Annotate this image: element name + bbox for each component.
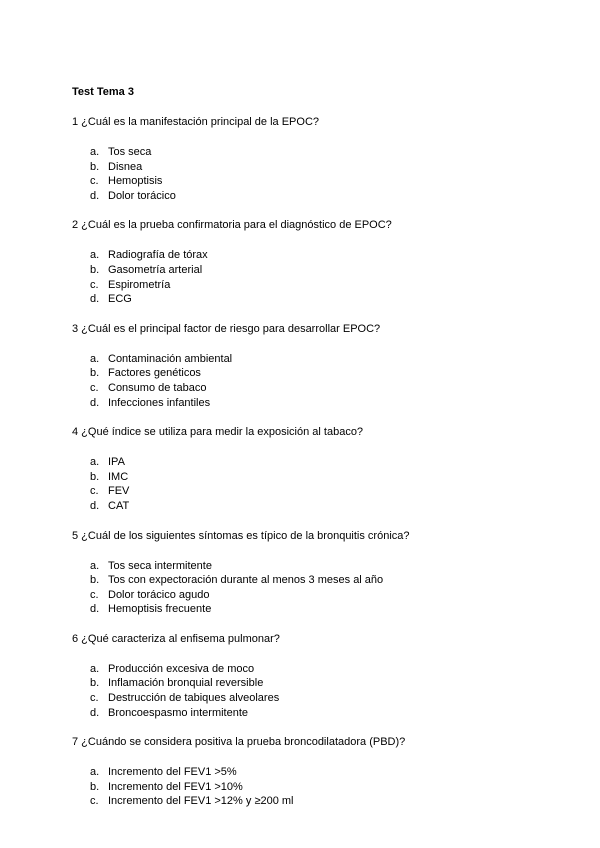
option-text: Tos seca intermitente (108, 559, 212, 572)
option-letter: d. (90, 189, 100, 202)
option-text: Incremento del FEV1 >12% y ≥200 ml (108, 795, 294, 808)
question-text: 1 ¿Cuál es la manifestación principal de la EPOC? (72, 116, 320, 128)
option-letter: a. (90, 146, 100, 158)
option-list (72, 455, 542, 513)
option-letter: b. (90, 574, 100, 587)
option-item (72, 765, 542, 780)
option-text: Infecciones infantiles (108, 396, 211, 409)
option-item (72, 602, 542, 617)
option-text: Producción excesiva de moco (108, 662, 255, 675)
option-item (72, 676, 542, 691)
option-letter: d. (90, 499, 100, 512)
option-item (72, 381, 542, 396)
question-5 (72, 530, 542, 617)
option-list (72, 662, 542, 720)
option-item (72, 160, 542, 175)
option-letter: b. (90, 367, 100, 380)
option-letter: c. (90, 381, 99, 394)
option-letter: a. (90, 352, 100, 365)
option-text: Tos seca (108, 146, 152, 158)
option-list (72, 352, 542, 410)
option-item (72, 559, 542, 574)
question-2 (72, 219, 542, 306)
document-title: Test Tema 3 (72, 86, 134, 98)
option-item (72, 263, 542, 278)
question-text: 5 ¿Cuál de los siguientes síntomas es típico de la bronquitis crónica? (72, 529, 410, 542)
option-letter: c. (90, 795, 99, 808)
option-list (72, 559, 542, 617)
option-text: Espirometría (108, 278, 171, 291)
option-text: Destrucción de tabiques alveolares (108, 692, 280, 705)
option-item (72, 189, 542, 204)
option-text: Tos con expectoración durante al menos 3 meses al año (108, 574, 384, 587)
option-text: Incremento del FEV1 >5% (108, 766, 237, 779)
option-letter: b. (90, 470, 100, 483)
question-text: 2 ¿Cuál es la prueba confirmatoria para el diagnóstico de EPOC? (72, 219, 392, 232)
option-text: IMC (108, 470, 129, 483)
option-text: Hemoptisis (108, 175, 163, 188)
option-letter: d. (90, 293, 100, 306)
option-letter: a. (90, 249, 100, 262)
question-1 (72, 116, 542, 203)
option-item (72, 499, 542, 514)
option-text: Incremento del FEV1 >10% (108, 780, 243, 793)
question-7 (72, 736, 542, 809)
option-text: ECG (108, 293, 132, 306)
option-item (72, 470, 542, 485)
option-letter: c. (90, 278, 99, 291)
question-6 (72, 633, 542, 720)
option-letter: a. (90, 559, 100, 572)
question-text: 4 ¿Qué índice se utiliza para medir la exposición al tabaco? (72, 426, 364, 439)
option-letter: a. (90, 766, 100, 779)
option-item (72, 484, 542, 499)
option-text: Disnea (108, 160, 143, 173)
question-text: 3 ¿Cuál es el principal factor de riesgo para desarrollar EPOC? (72, 322, 381, 335)
option-item (72, 145, 542, 160)
option-letter: b. (90, 677, 100, 690)
question-4 (72, 426, 542, 513)
option-text: Inflamación bronquial reversible (108, 677, 264, 690)
option-text: FEV (108, 485, 130, 498)
option-text: Dolor torácico (108, 189, 176, 202)
option-item (72, 292, 542, 307)
option-item (72, 780, 542, 795)
option-text: Dolor torácico agudo (108, 588, 210, 601)
option-item (72, 278, 542, 293)
option-text: Hemoptisis frecuente (108, 603, 212, 616)
question-text: 7 ¿Cuándo se considera positiva la prueba broncodilatadora (PBD)? (72, 736, 406, 749)
option-letter: a. (90, 662, 100, 675)
document-page (72, 86, 542, 825)
option-item (72, 248, 542, 263)
option-list (72, 145, 542, 203)
option-item (72, 455, 542, 470)
option-letter: b. (90, 160, 100, 173)
option-letter: c. (90, 692, 99, 705)
option-text: Gasometría arterial (108, 263, 203, 276)
option-text: Radiografía de tórax (108, 249, 208, 262)
option-item (72, 174, 542, 189)
option-text: Contaminación ambiental (108, 352, 233, 365)
option-letter: d. (90, 603, 100, 616)
option-letter: b. (90, 780, 100, 793)
option-list (72, 248, 542, 306)
option-letter: c. (90, 485, 99, 498)
option-text: Broncoespasmo intermitente (108, 706, 249, 719)
option-item (72, 573, 542, 588)
option-item (72, 662, 542, 677)
option-letter: b. (90, 263, 100, 276)
option-letter: c. (90, 175, 99, 188)
option-item (72, 352, 542, 367)
option-item (72, 794, 542, 809)
option-text: IPA (108, 456, 125, 469)
option-item (72, 706, 542, 721)
option-letter: c. (90, 588, 99, 601)
option-item (72, 588, 542, 603)
option-text: Factores genéticos (108, 367, 201, 380)
option-letter: a. (90, 456, 100, 469)
question-text: 6 ¿Qué caracteriza al enfisema pulmonar? (72, 632, 280, 645)
option-letter: d. (90, 706, 100, 719)
option-text: Consumo de tabaco (108, 381, 207, 394)
option-list (72, 765, 542, 809)
question-3 (72, 323, 542, 410)
option-item (72, 366, 542, 381)
option-item (72, 691, 542, 706)
option-item (72, 396, 542, 411)
option-text: CAT (108, 499, 130, 512)
option-letter: d. (90, 396, 100, 409)
